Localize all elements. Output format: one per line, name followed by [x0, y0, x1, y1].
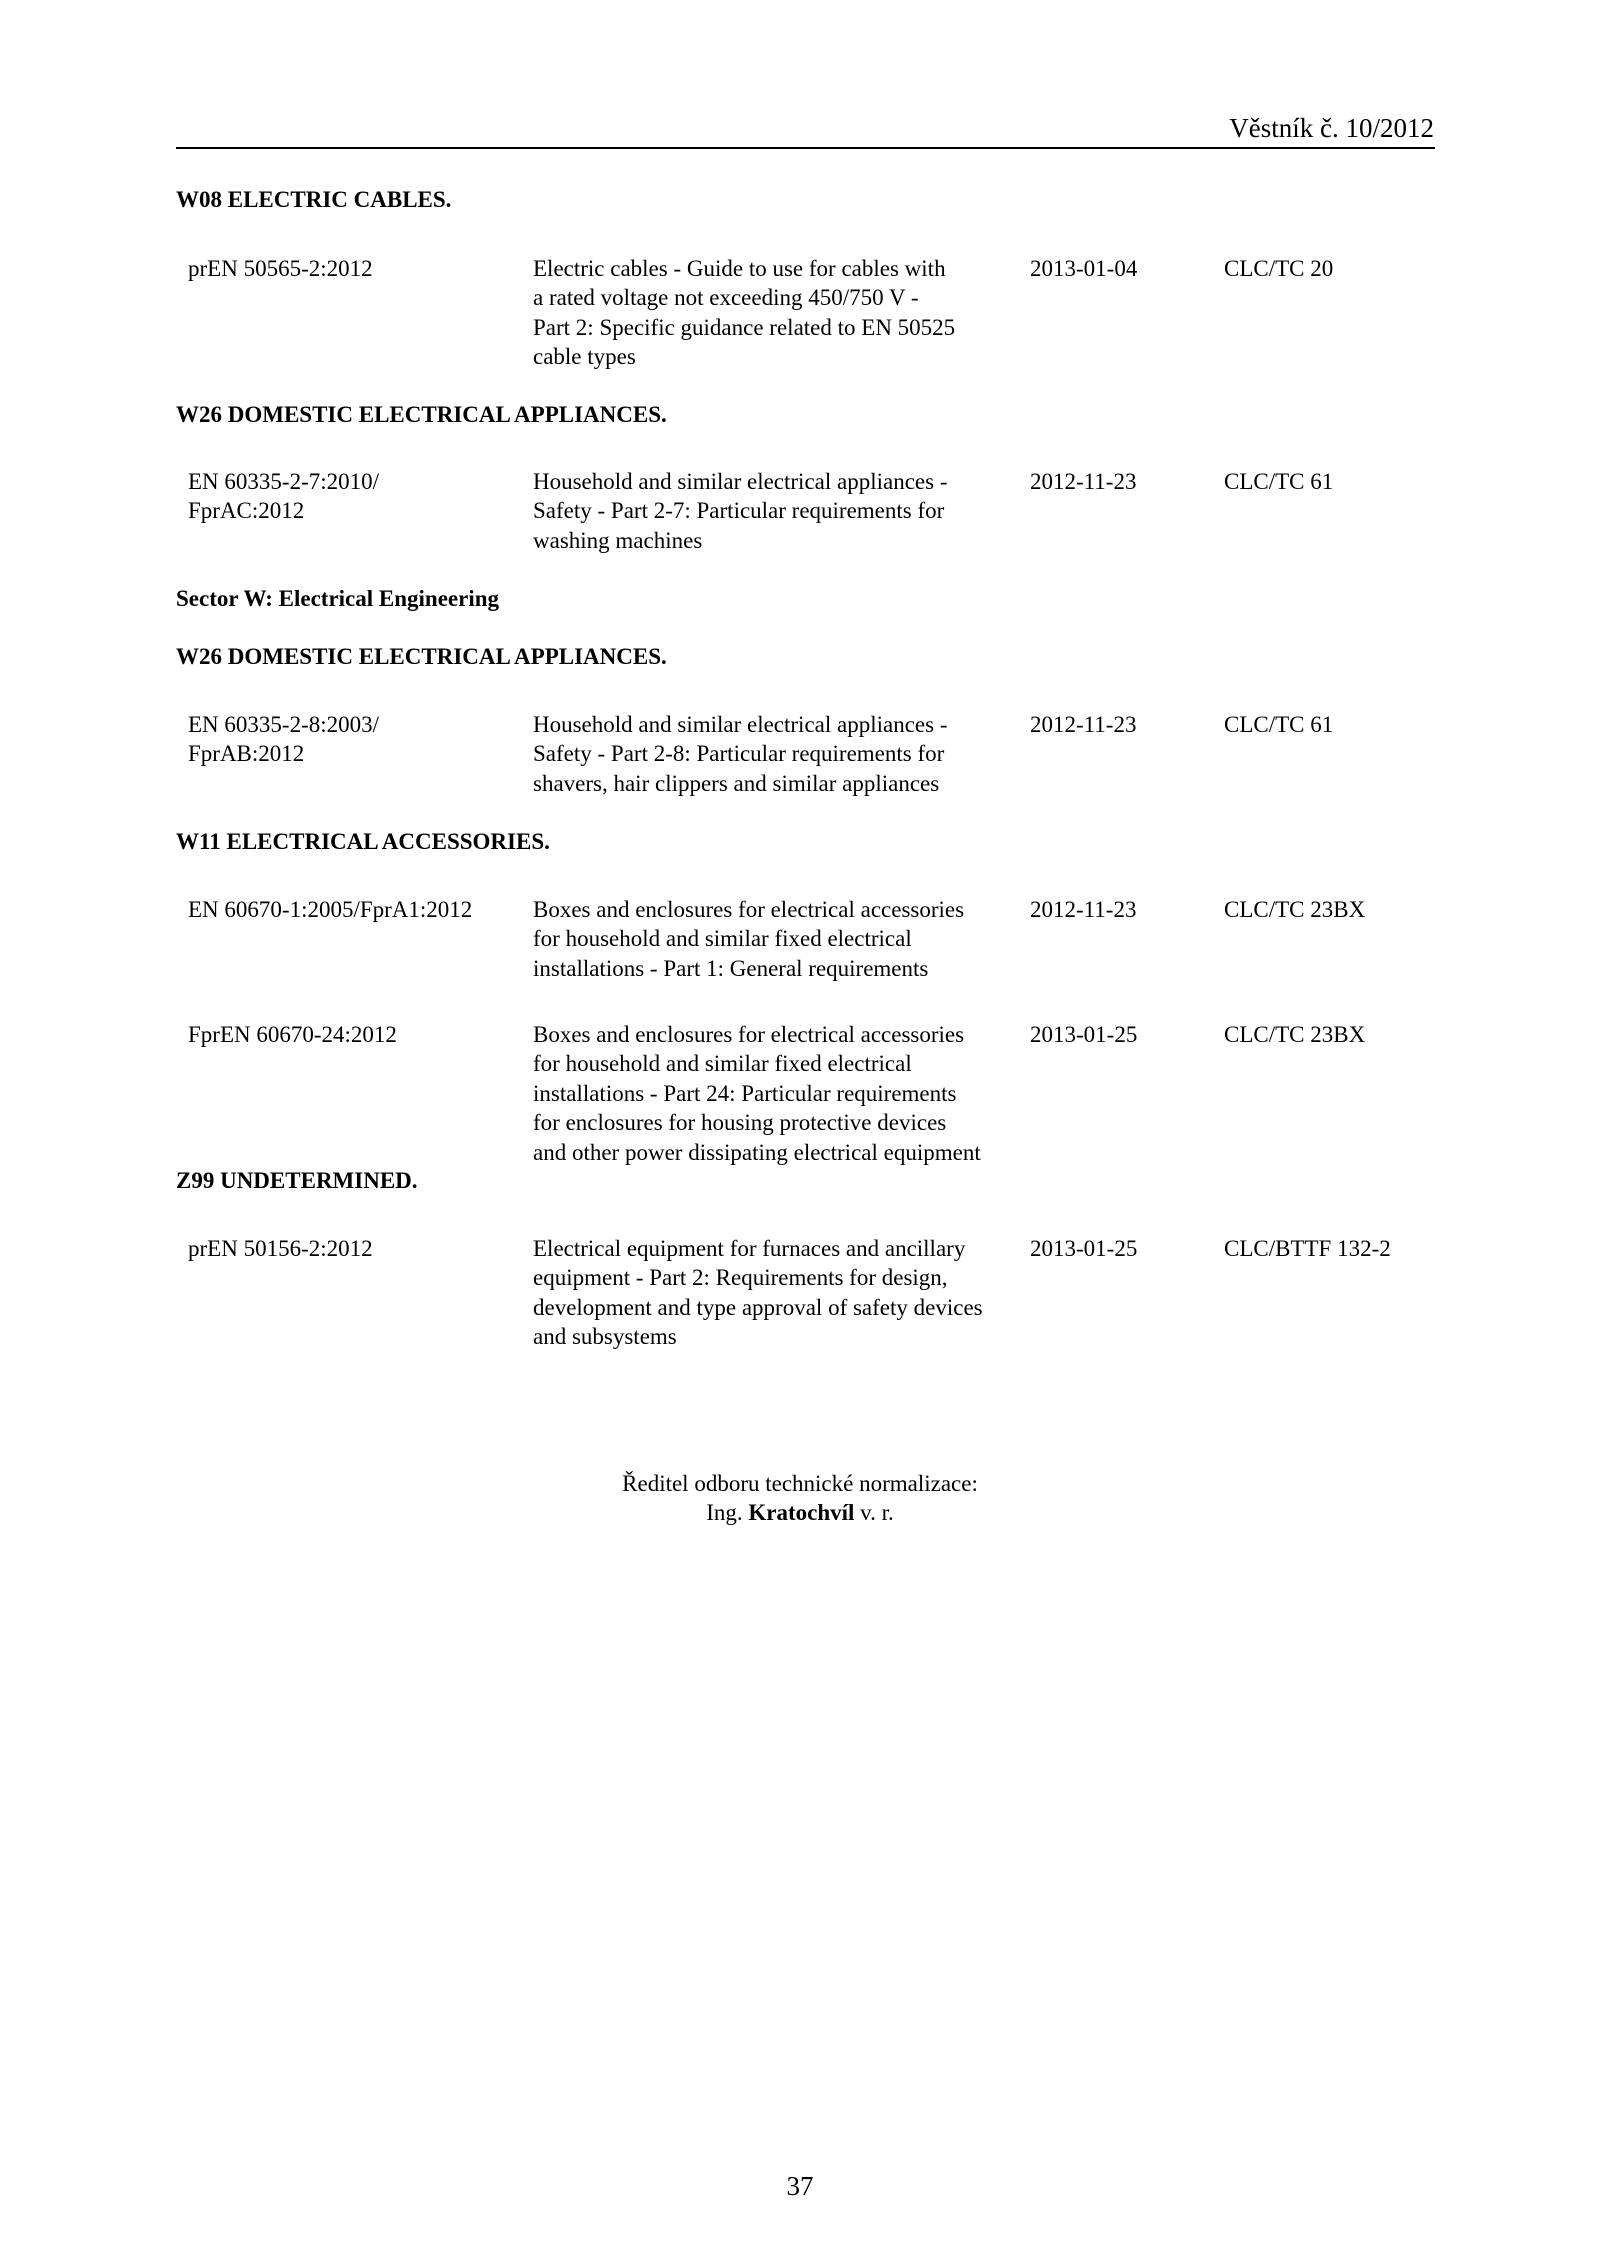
cell-line: Electric cables - Guide to use for cables with: [533, 256, 946, 281]
header-rule: [176, 147, 1435, 149]
cell-line: installations - Part 1: General requirements: [533, 955, 929, 981]
standard-title: [533, 467, 1023, 555]
technical-committee: [1224, 1234, 1444, 1263]
cell-line: Part 2: Specific guidance related to EN 50525: [533, 314, 956, 340]
cell-line: CLC/BTTF 132-2: [1224, 1236, 1391, 1261]
bulletin-title: Věstník č. 10/2012: [1229, 113, 1434, 143]
cell-line: 2013-01-25: [1030, 1022, 1138, 1047]
sector-heading: Sector W: Electrical Engineering: [176, 586, 500, 611]
section-heading-z99: Z99 UNDETERMINED.: [176, 1168, 418, 1193]
cell-line: development and type approval of safety devices: [533, 1294, 983, 1320]
cell-line: EN 60670-1:2005/FprA1:2012: [188, 897, 473, 922]
cell-line: cable types: [533, 344, 636, 370]
section-heading-w26: W26 DOMESTIC ELECTRICAL APPLIANCES.: [176, 644, 667, 669]
cell-line: CLC/TC 20: [1224, 256, 1334, 281]
signature-prefix: Ing.: [706, 1500, 743, 1525]
standard-date: [1030, 254, 1190, 283]
cell-line: 2013-01-04: [1030, 256, 1138, 281]
cell-line: 2012-11-23: [1030, 897, 1137, 922]
signature-name-line: [0, 1498, 1600, 1527]
cell-line: CLC/TC 61: [1224, 712, 1334, 737]
standard-title: [533, 710, 1023, 798]
technical-committee: [1224, 1020, 1444, 1049]
technical-committee: [1224, 254, 1444, 283]
cell-line: and subsystems: [533, 1324, 677, 1350]
cell-line: CLC/TC 23BX: [1224, 1022, 1366, 1047]
cell-line: Electrical equipment for furnaces and ancillary: [533, 1236, 966, 1261]
standard-title: [533, 254, 1023, 372]
section-heading-w11: W11 ELECTRICAL ACCESSORIES.: [176, 829, 550, 854]
standard-date: [1030, 467, 1190, 496]
cell-line: CLC/TC 23BX: [1224, 897, 1366, 922]
cell-line: Safety - Part 2-7: Particular requirements for: [533, 498, 945, 524]
technical-committee: [1224, 710, 1444, 739]
cell-line: prEN 50565-2:2012: [188, 256, 373, 281]
standard-title: [533, 895, 1023, 983]
standard-title: [533, 1020, 1023, 1167]
cell-line: for household and similar fixed electrical: [533, 926, 912, 952]
cell-line: washing machines: [533, 527, 703, 553]
standard-code: [188, 1020, 518, 1049]
section-heading-w26: W26 DOMESTIC ELECTRICAL APPLIANCES.: [176, 402, 667, 427]
cell-line: and other power dissipating electrical equipment: [533, 1139, 981, 1165]
cell-line: FprAB:2012: [188, 741, 305, 767]
cell-line: 2013-01-25: [1030, 1236, 1138, 1261]
standard-date: [1030, 710, 1190, 739]
cell-line: for household and similar fixed electrical: [533, 1051, 912, 1077]
cell-line: CLC/TC 61: [1224, 469, 1334, 494]
standard-code: [188, 1234, 518, 1263]
cell-line: a rated voltage not exceeding 450/750 V -: [533, 285, 919, 311]
cell-line: 2012-11-23: [1030, 469, 1137, 494]
technical-committee: [1224, 467, 1444, 496]
page-number: 37: [786, 2171, 814, 2201]
signature-name: Kratochvíl: [748, 1500, 855, 1525]
section-heading-w08: W08 ELECTRIC CABLES.: [176, 187, 452, 212]
signature-role: Ředitel odboru technické normalizace:: [622, 1471, 978, 1496]
standard-code: [188, 254, 518, 283]
standard-code: [188, 895, 518, 924]
cell-line: installations - Part 24: Particular requirements: [533, 1080, 957, 1106]
standard-code: [188, 467, 518, 526]
cell-line: Household and similar electrical appliances -: [533, 469, 948, 494]
standard-code: [188, 710, 518, 769]
cell-line: Boxes and enclosures for electrical accessories: [533, 1022, 965, 1047]
technical-committee: [1224, 895, 1444, 924]
cell-line: FprEN 60670-24:2012: [188, 1022, 397, 1047]
standard-date: [1030, 1234, 1190, 1263]
cell-line: shavers, hair clippers and similar appliances: [533, 770, 940, 796]
cell-line: FprAC:2012: [188, 498, 305, 524]
cell-line: EN 60335-2-7:2010/: [188, 469, 380, 494]
cell-line: equipment - Part 2: Requirements for design,: [533, 1265, 948, 1291]
standard-date: [1030, 895, 1190, 924]
cell-line: Household and similar electrical appliances -: [533, 712, 948, 737]
cell-line: EN 60335-2-8:2003/: [188, 712, 380, 737]
standard-date: [1030, 1020, 1190, 1049]
cell-line: Boxes and enclosures for electrical accessories: [533, 897, 965, 922]
signature-suffix: v. r.: [860, 1500, 894, 1525]
cell-line: prEN 50156-2:2012: [188, 1236, 373, 1261]
cell-line: 2012-11-23: [1030, 712, 1137, 737]
cell-line: for enclosures for housing protective devices: [533, 1110, 947, 1136]
standard-title: [533, 1234, 1023, 1352]
cell-line: Safety - Part 2-8: Particular requirements for: [533, 741, 945, 767]
